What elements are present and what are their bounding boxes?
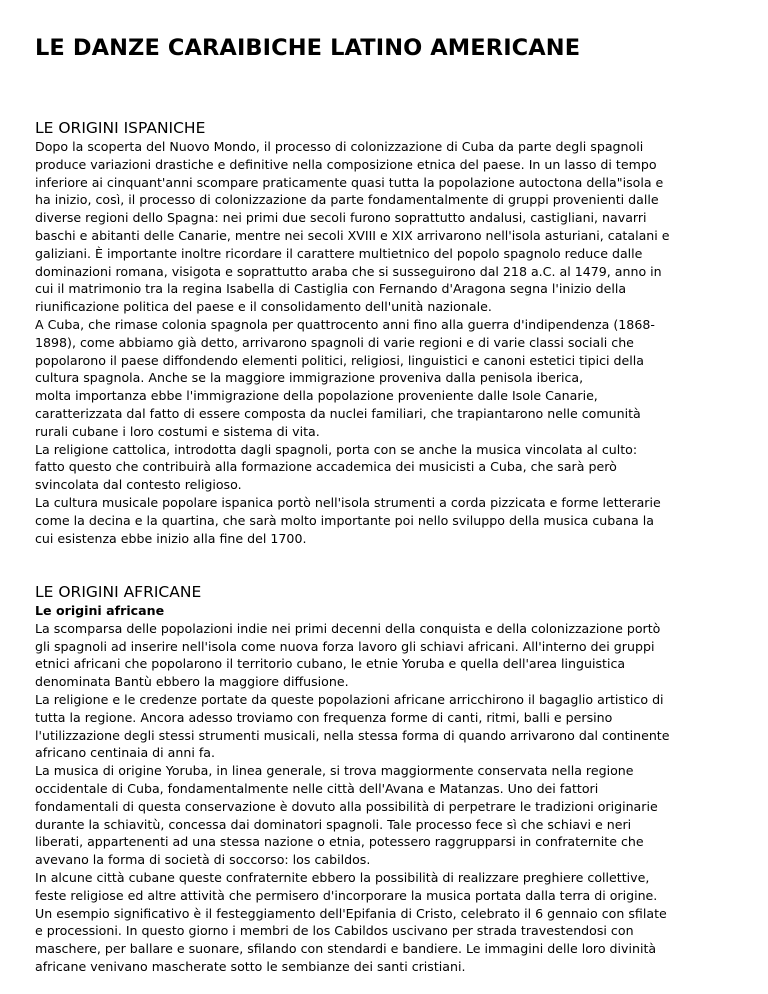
text-line: svincolata dal contesto religioso. (35, 477, 242, 493)
text-line: durante la schiavitù, concessa dai dominatori spagnoli. Tale processo fece sì che schiavi e neri (35, 816, 632, 832)
text-line: cui esistenza ebbe inizio alla fine del 1700. (35, 530, 307, 546)
text-line: La religione e le credenze portate da queste popolazioni africane arricchirono il bagaglio artistico di (35, 691, 664, 707)
text-line: 1898), come abbiamo già detto, arrivarono spagnoli di varie regioni e di varie classi sociali che (35, 334, 634, 350)
text-line: riunificazione politica del paese e il consolidamento dell'unità nazionale. (35, 299, 492, 315)
text-line: denominata Bantù ebbero la maggiore diffusione. (35, 674, 349, 690)
section-subheading: Le origini africane (35, 603, 165, 618)
section-body (35, 620, 747, 976)
text-line: gli spagnoli ad inserire nell'isola come nuova forza lavoro gli schiavi africani. All'interno dei gruppi (35, 638, 655, 654)
section-spanish-origins (35, 119, 747, 547)
text-line: caratterizzata dal fatto di essere composta da nuclei familiari, che trapiantarono nelle comunità (35, 405, 641, 421)
text-line: etnici africani che popolarono il territorio cubano, le etnie Yoruba e quella dell'area linguistica (35, 656, 626, 672)
section-body (35, 138, 747, 547)
text-line: rurali cubane i loro costumi e sistema di vita. (35, 423, 320, 439)
text-line: molta importanza ebbe l'immigrazione della popolazione proveniente dalle Isole Canarie, (35, 388, 598, 404)
text-line: cultura spagnola. Anche se la maggiore immigrazione proveniva dalla penisola iberica, (35, 370, 584, 386)
text-line: tutta la regione. Ancora adesso troviamo con frequenza forme di canti, ritmi, balli e persino (35, 709, 613, 725)
text-line: galiziani. È importante inoltre ricordare il carattere multietnico del popolo spagnolo reduce dalle (35, 245, 643, 261)
text-line: La religione cattolica, introdotta dagli spagnoli, porta con se anche la musica vincolata al culto: (35, 441, 638, 457)
text-line: produce variazioni drastiche e definitive nella composizione etnica del paese. In un lasso di tempo (35, 156, 657, 172)
text-line: e processioni. In questo giorno i membri de los Cabildos uscivano per strada travestendosi con (35, 923, 634, 939)
text-line: baschi e abitanti delle Canarie, mentre nei secoli XVIII e XIX arrivarono nell'isola asturiani, catalani e (35, 227, 670, 243)
text-line: popolarono il paese diffondendo elementi politici, religiosi, linguistici e canoni estetici tipici della (35, 352, 644, 368)
text-line: feste religiose ed altre attività che permisero d'incorporare la musica portata dalla terra di origine. (35, 887, 658, 903)
text-line: Un esempio significativo è il festeggiamento dell'Epifania di Cristo, celebrato il 6 gennaio con sfilate (35, 905, 667, 921)
text-line: In alcune città cubane queste confraternite ebbero la possibilità di realizzare preghiere collettive, (35, 869, 650, 885)
text-line: africane venivano mascherate sotto le sembianze dei santi cristiani. (35, 958, 466, 974)
text-line: l'utilizzazione degli stessi strumenti musicali, nella stessa forma di quando arrivarono dal continente (35, 727, 670, 743)
text-line: occidentale di Cuba, fondamentalmente nelle città dell'Avana e Matanzas. Uno dei fattori (35, 780, 599, 796)
text-line: avevano la forma di società di soccorso: los cabildos. (35, 852, 371, 868)
text-line: A Cuba, che rimase colonia spagnola per quattrocento anni fino alla guerra d'indipendenza (1868- (35, 316, 655, 332)
page-title: LE DANZE CARAIBICHE LATINO AMERICANE (35, 35, 581, 61)
text-line: come la decina e la quartina, che sarà molto importante poi nello sviluppo della musica cubana la (35, 512, 654, 528)
text-line: La scomparsa delle popolazioni indie nei primi decenni della conquista e della colonizzazione portò (35, 620, 661, 636)
text-line: liberati, appartenenti ad una stessa nazione o etnia, potessero raggrupparsi in confraternite che (35, 834, 644, 850)
section-heading: LE ORIGINI AFRICANE (35, 583, 202, 601)
text-line: cui il matrimonio tra la regina Isabella di Castiglia con Fernando d'Aragona segna l'inizio della (35, 281, 627, 297)
text-line: maschere, per ballare e suonare, sfilando con stendardi e bandiere. Le immagini delle loro divinità (35, 941, 657, 957)
text-line: fatto questo che contribuirà alla formazione accademica dei musicisti a Cuba, che sarà però (35, 459, 617, 475)
text-line: ha inizio, così, il processo di colonizzazione da parte fondamentalmente di gruppi provenienti dalle (35, 192, 659, 208)
text-line: inferiore ai cinquant'anni scompare praticamente quasi tutta la popolazione autoctona della"isola e (35, 174, 664, 190)
text-line: Dopo la scoperta del Nuovo Mondo, il processo di colonizzazione di Cuba da parte degli spagnoli (35, 139, 644, 154)
text-line: fondamentali di questa conservazione è dovuto alla possibilità di perpetrare le tradizioni originarie (35, 798, 658, 814)
section-african-origins (35, 583, 747, 976)
text-line: diverse regioni dello Spagna: nei primi due secoli furono soprattutto andalusi, castigliani, navarri (35, 210, 647, 226)
text-line: La musica di origine Yoruba, in linea generale, si trova maggiormente conservata nella regione (35, 763, 634, 779)
section-heading: LE ORIGINI ISPANICHE (35, 119, 206, 137)
text-line: africano centinaia di anni fa. (35, 745, 216, 761)
text-line: dominazioni romana, visigota e soprattutto araba che si susseguirono dal 218 a.C. al 1479, anno in (35, 263, 662, 279)
text-line: La cultura musicale popolare ispanica portò nell'isola strumenti a corda pizzicata e forme letterarie (35, 494, 661, 510)
